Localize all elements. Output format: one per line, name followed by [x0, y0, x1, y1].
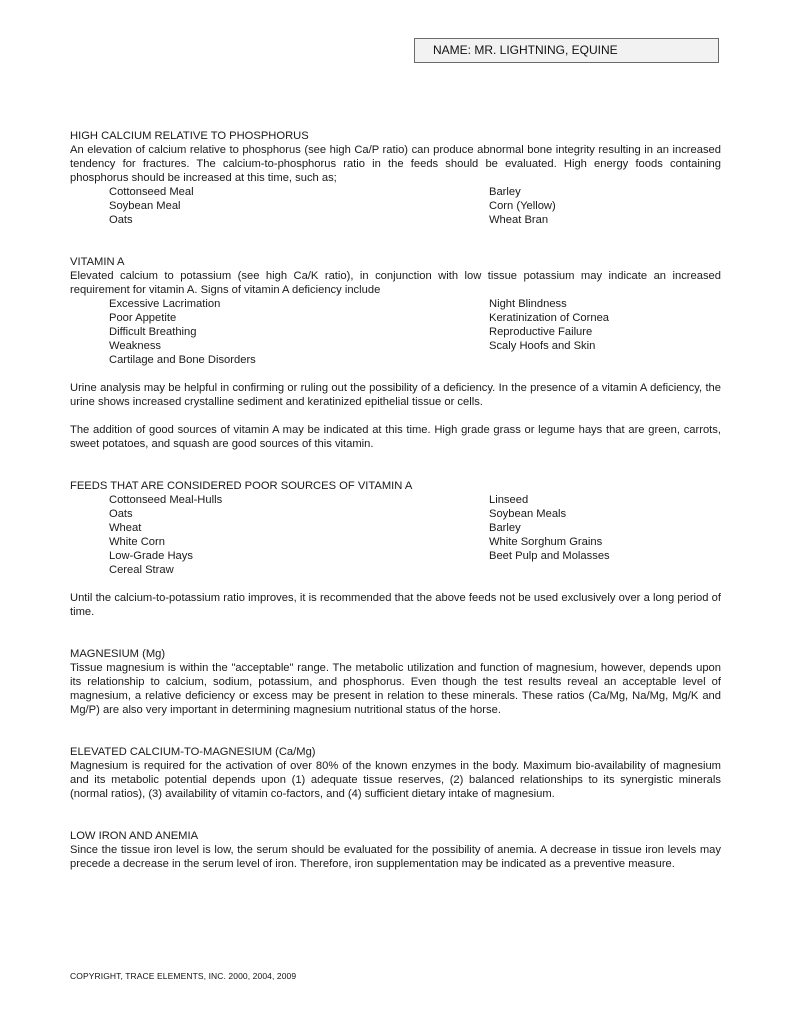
list-item: Low-Grade Hays [109, 550, 193, 562]
list-item: Barley [489, 522, 521, 534]
section-heading: MAGNESIUM (Mg) [70, 648, 166, 660]
list-item: Cottonseed Meal-Hulls [109, 494, 223, 506]
list-item: Poor Appetite [109, 312, 177, 324]
list-item: Cartilage and Bone Disorders [109, 354, 256, 366]
feed-list [70, 185, 721, 227]
list-item: Night Blindness [489, 298, 567, 310]
section-paragraph: Urine analysis may be helpful in confirming or ruling out the possibility of a deficiency. In the presence of a vitamin A deficiency, the urine shows increased crystalline sediment and keratinized epithelial tissue or cells. [70, 382, 721, 408]
list-item: Oats [109, 214, 133, 226]
list-item: Weakness [109, 340, 162, 352]
section-heading: HIGH CALCIUM RELATIVE TO PHOSPHORUS [70, 130, 309, 142]
section-paragraph: Since the tissue iron level is low, the serum should be evaluated for the possibility of anemia. A decrease in tissue iron levels may precede a decrease in the serum level of iron. Therefore, iron supplementation may be indicated as a preventive measure. [70, 844, 721, 870]
section-heading: ELEVATED CALCIUM-TO-MAGNESIUM (Ca/Mg) [70, 746, 316, 758]
section-heading: LOW IRON AND ANEMIA [70, 830, 199, 842]
section-heading: FEEDS THAT ARE CONSIDERED POOR SOURCES OF VITAMIN A [70, 480, 413, 492]
section-low-iron-anemia [70, 829, 721, 871]
section-magnesium [70, 647, 721, 717]
section-heading: VITAMIN A [70, 256, 125, 268]
list-item: Cottonseed Meal [109, 186, 194, 198]
section-paragraph: Elevated calcium to potassium (see high Ca/K ratio), in conjunction with low tissue potassium may indicate an increased requirement for vitamin A. Signs of vitamin A deficiency include [70, 270, 721, 296]
deficiency-signs-list [70, 297, 721, 367]
copyright-footer: COPYRIGHT, TRACE ELEMENTS, INC. 2000, 2004, 2009 [70, 971, 297, 981]
feed-list [70, 493, 721, 577]
list-item: Linseed [489, 494, 529, 506]
list-item: Cereal Straw [109, 564, 174, 576]
list-item: Keratinization of Cornea [489, 312, 610, 324]
list-item: Corn (Yellow) [489, 200, 556, 212]
list-item: Difficult Breathing [109, 326, 197, 338]
list-item: Soybean Meals [489, 508, 567, 520]
list-item: Wheat Bran [489, 214, 549, 226]
patient-name-box [414, 38, 719, 63]
section-paragraph: Tissue magnesium is within the "acceptable" range. The metabolic utilization and function of magnesium, however, depends upon its relationship to calcium, sodium, potassium, and phosphorus. Even though the test results reveal an acceptable level of magnesium, a relative deficiency or excess may be present in relation to these minerals. These ratios (Ca/Mg, Na/Mg, Mg/K and Mg/P) are also very important in determining magnesium nutritional status of the horse. [70, 662, 721, 716]
section-paragraph: Until the calcium-to-potassium ratio improves, it is recommended that the above feeds not be used exclusively over a long period of time. [70, 592, 721, 618]
section-paragraph: Magnesium is required for the activation of over 80% of the known enzymes in the body. Maximum bio-availability of magnesium and its metabolic potential depends upon (1) adequate tissue reserves, (2) balanced relationships to its synergistic minerals (normal ratios), (3) availability of vitamin co-factors, and (4) sufficient dietary intake of magnesium. [70, 760, 721, 800]
section-paragraph: An elevation of calcium relative to phosphorus (see high Ca/P ratio) can produce abnormal bone integrity resulting in an increased tendency for fractures. The calcium-to-phosphorus ratio in the feeds should be evaluated. High energy foods containing phosphorus should be increased at this time, such as; [70, 144, 721, 184]
list-item: Barley [489, 186, 521, 198]
list-item: Wheat [109, 522, 142, 534]
section-vitamin-a [70, 255, 721, 451]
list-item: Oats [109, 508, 133, 520]
list-item: Reproductive Failure [489, 326, 593, 338]
list-item: Beet Pulp and Molasses [489, 550, 610, 562]
list-item: Excessive Lacrimation [109, 298, 221, 310]
section-paragraph: The addition of good sources of vitamin A may be indicated at this time. High grade grass or legume hays that are green, carrots, sweet potatoes, and squash are good sources of this vitamin. [70, 424, 721, 450]
section-elevated-calcium-magnesium [70, 745, 721, 801]
patient-name-label: NAME: MR. LIGHTNING, EQUINE [433, 43, 618, 57]
section-poor-sources-vitamin-a [70, 479, 721, 619]
report-content [70, 129, 721, 899]
section-high-calcium-phosphorus [70, 129, 721, 227]
list-item: Soybean Meal [109, 200, 181, 212]
list-item: Scaly Hoofs and Skin [489, 340, 596, 352]
list-item: White Sorghum Grains [489, 536, 603, 548]
list-item: White Corn [109, 536, 165, 548]
